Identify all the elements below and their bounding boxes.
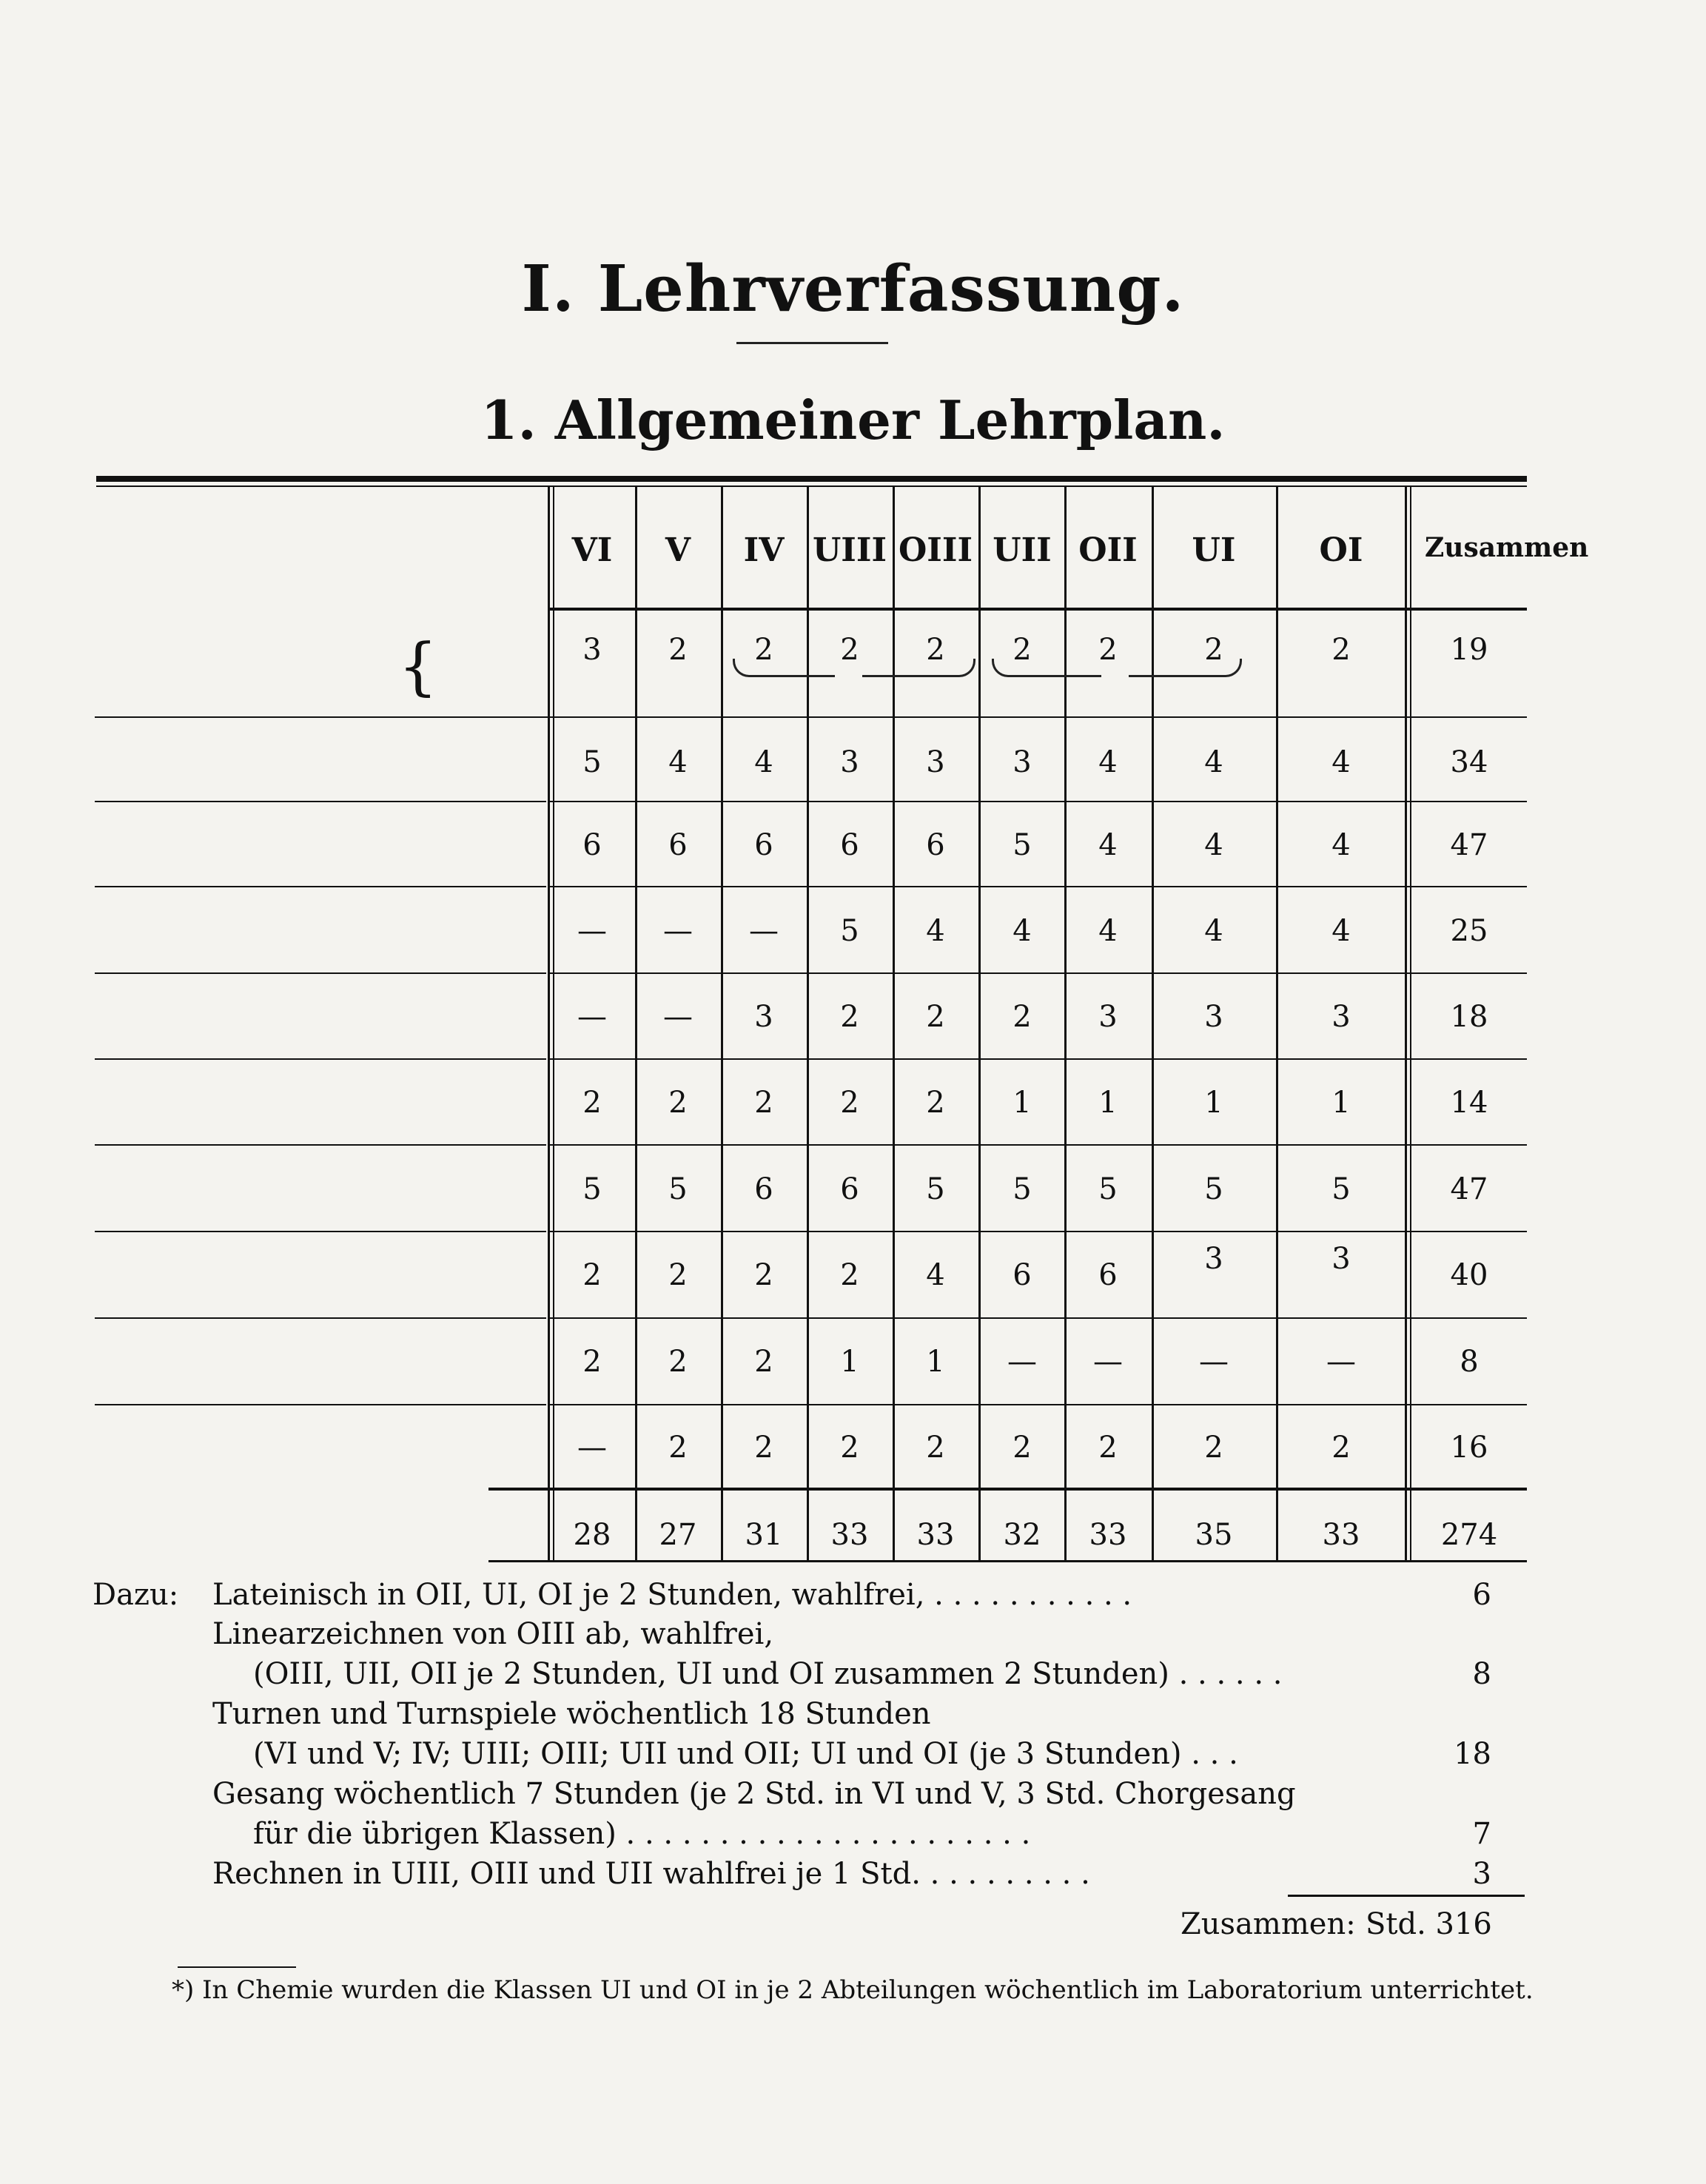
table-cell: 2: [840, 1086, 859, 1120]
table-cell: 5: [1331, 1172, 1351, 1206]
column-header-v: V: [665, 531, 691, 569]
table-cell: 4: [926, 1258, 945, 1292]
dazu-line: (VI und V; IV; UIII; OIII; UII und OII; UI und OI (je 3 Stunden) . . .: [253, 1737, 1238, 1771]
table-cell: —: [577, 1431, 607, 1465]
row-rule: [548, 1404, 1527, 1405]
table-cell: 3: [1204, 1000, 1223, 1034]
table-cell: 6: [754, 828, 773, 862]
table-cell: 6: [926, 828, 945, 862]
dazu-line: Gesang wöchentlich 7 Stunden (je 2 Std. in VI und V, 3 Std. Chorgesang: [212, 1777, 1296, 1811]
column-separator: [548, 487, 550, 1560]
row-rule: [95, 716, 1527, 718]
table-cell: 4: [1204, 914, 1223, 948]
row-rule: [548, 1058, 1527, 1060]
religion-ev-cell: 3: [582, 633, 602, 667]
table-cell: 2: [754, 1086, 773, 1120]
total-cell: 33: [830, 1518, 869, 1552]
table-cell: 18: [1450, 1000, 1488, 1034]
table-cell: 2: [754, 1258, 773, 1292]
table-cell: 6: [840, 1172, 859, 1206]
column-header-ui: UI: [1192, 531, 1236, 569]
table-cell: 1: [1098, 1086, 1118, 1120]
column-header-oii: OII: [1078, 531, 1138, 569]
row-rule: [548, 1317, 1527, 1319]
dazu-sum-value: Std. 316: [1366, 1907, 1492, 1941]
table-cell: 4: [1331, 828, 1351, 862]
page-subtitle: 1. Allgemeiner Lehrplan.: [480, 389, 1226, 451]
religion-ev-cell: 2: [1098, 633, 1118, 667]
table-cell: 2: [840, 1258, 859, 1292]
table-cell: 14: [1450, 1086, 1488, 1120]
column-header-oiii: OIII: [898, 531, 973, 569]
row-rule: [95, 801, 546, 802]
table-cell: —: [1199, 1345, 1229, 1379]
footnote-rule: [178, 1966, 296, 1968]
table-cell: 2: [668, 1345, 688, 1379]
row-rule: [548, 886, 1527, 887]
column-separator: [978, 487, 981, 1560]
table-cell: 1: [1012, 1086, 1032, 1120]
column-header-uii: UII: [993, 531, 1052, 569]
table-cell: 4: [1204, 745, 1223, 779]
dazu-value: 8: [1472, 1657, 1491, 1691]
table-cell: 40: [1450, 1258, 1488, 1292]
table-cell: 4: [1012, 914, 1032, 948]
column-separator-double: [1410, 487, 1411, 1560]
table-cell: —: [663, 1000, 693, 1034]
religion-kath-brace: [733, 659, 835, 677]
total-cell: 33: [1322, 1518, 1360, 1552]
table-cell: 4: [1098, 914, 1118, 948]
total-cell: 35: [1195, 1518, 1233, 1552]
table-cell: 6: [754, 1172, 773, 1206]
table-cell: 34: [1450, 745, 1488, 779]
dazu-value: 18: [1454, 1737, 1491, 1771]
column-separator: [1064, 487, 1067, 1560]
table-cell: 1: [1331, 1086, 1351, 1120]
total-cell: 33: [916, 1518, 955, 1552]
row-rule: [95, 1404, 546, 1405]
table-cell: 5: [840, 914, 859, 948]
page-title: I. Lehrverfassung.: [521, 252, 1185, 326]
table-cell: —: [1326, 1345, 1356, 1379]
table-cell: 2: [668, 1431, 688, 1465]
table-cell: 6: [1012, 1258, 1032, 1292]
table-cell: 4: [1098, 745, 1118, 779]
table-cell: 6: [668, 828, 688, 862]
total-cell: 27: [659, 1518, 697, 1552]
table-cell: 5: [1012, 1172, 1032, 1206]
row-rule: [548, 1144, 1527, 1146]
table-cell: 47: [1450, 828, 1488, 862]
table-cell: —: [577, 1000, 607, 1034]
table-cell: —: [749, 914, 779, 948]
row-rule: [548, 972, 1527, 974]
row-rule: [95, 972, 546, 974]
total-cell: 274: [1440, 1518, 1498, 1552]
table-cell: 1: [840, 1345, 859, 1379]
religion-ev-cell: 2: [1331, 633, 1351, 667]
dazu-sum-rule: [1288, 1895, 1525, 1897]
table-cell: 3: [1204, 1242, 1223, 1276]
table-cell: 5: [926, 1172, 945, 1206]
table-top-rule-thin: [96, 485, 1527, 487]
table-cell: 5: [1012, 828, 1032, 862]
table-cell: 4: [1098, 828, 1118, 862]
table-cell: 6: [1098, 1258, 1118, 1292]
table-cell: 2: [926, 1086, 945, 1120]
table-cell: 2: [926, 1000, 945, 1034]
dazu-value: 7: [1472, 1817, 1491, 1851]
table-cell: 2: [840, 1431, 859, 1465]
table-cell: 1: [926, 1345, 945, 1379]
table-cell: 16: [1450, 1431, 1488, 1465]
table-cell: 2: [582, 1345, 602, 1379]
footnote: *) In Chemie wurden die Klassen UI und OI in je 2 Abteilungen wöchentlich im Laboratorium unterrichtet.: [172, 1975, 1534, 2005]
table-cell: 4: [1204, 828, 1223, 862]
dazu-line: (OIII, UII, OII je 2 Stunden, UI und OI zusammen 2 Stunden) . . . . . .: [253, 1657, 1283, 1691]
total-cell: 32: [1003, 1518, 1041, 1552]
table-cell: 25: [1450, 914, 1488, 948]
column-separator: [1152, 487, 1154, 1560]
table-cell: 4: [926, 914, 945, 948]
table-cell: 1: [1204, 1086, 1223, 1120]
table-cell: 2: [668, 1258, 688, 1292]
table-cell: 3: [840, 745, 859, 779]
table-cell: 2: [582, 1258, 602, 1292]
table-cell: 3: [1098, 1000, 1118, 1034]
dazu-line: Turnen und Turnspiele wöchentlich 18 Stunden: [212, 1697, 931, 1731]
religion-ev-cell: 2: [754, 633, 773, 667]
column-header-uiii: UIII: [812, 531, 887, 569]
table-cell: 4: [1331, 914, 1351, 948]
table-cell: 2: [1331, 1431, 1351, 1465]
religion-ev-cell: 2: [1012, 633, 1032, 667]
table-cell: 2: [840, 1000, 859, 1034]
religion-ev-cell: 2: [840, 633, 859, 667]
dazu-line: Lateinisch in OII, UI, OI je 2 Stunden, wahlfrei, . . . . . . . . . . .: [212, 1578, 1132, 1612]
dazu-line: für die übrigen Klassen) . . . . . . . . . . . . . . . . . . . . . .: [253, 1817, 1031, 1851]
table-cell: 4: [668, 745, 688, 779]
table-cell: 6: [840, 828, 859, 862]
table-cell: 2: [1012, 1431, 1032, 1465]
table-cell: 4: [754, 745, 773, 779]
column-header-vi: VI: [571, 531, 613, 569]
column-header-iv: IV: [743, 531, 785, 569]
column-header-zusammen: Zusammen: [1425, 532, 1589, 563]
total-cell: 31: [745, 1518, 783, 1552]
column-header-oi: OI: [1319, 531, 1363, 569]
table-cell: 3: [926, 745, 945, 779]
religion-ev-cell: 2: [926, 633, 945, 667]
table-cell: 3: [1331, 1242, 1351, 1276]
table-cell: 2: [1204, 1431, 1223, 1465]
table-cell: 5: [582, 1172, 602, 1206]
religion-kath-brace: [1129, 659, 1242, 677]
header-rule: [548, 608, 1527, 611]
table-cell: 5: [582, 745, 602, 779]
dazu-label: Dazu:: [93, 1578, 179, 1612]
religion-ev-cell: 2: [1204, 633, 1223, 667]
table-cell: 2: [754, 1431, 773, 1465]
row-rule: [95, 1058, 546, 1060]
religion-ev-cell: 19: [1450, 633, 1488, 667]
table-cell: 2: [1012, 1000, 1032, 1034]
table-cell: 3: [754, 1000, 773, 1034]
total-rule: [488, 1488, 1527, 1491]
religion-kath-brace: [992, 659, 1101, 677]
table-cell: —: [1093, 1345, 1123, 1379]
table-cell: 2: [582, 1086, 602, 1120]
total-cell: 28: [573, 1518, 611, 1552]
religion-ev-cell: 2: [668, 633, 688, 667]
column-separator: [1276, 487, 1278, 1560]
dazu-line: Linearzeichnen von OIII ab, wahlfrei,: [212, 1617, 774, 1651]
table-cell: 2: [1098, 1431, 1118, 1465]
table-cell: 8: [1460, 1345, 1479, 1379]
table-cell: 47: [1450, 1172, 1488, 1206]
total-cell: 33: [1089, 1518, 1127, 1552]
table-bottom-rule: [488, 1560, 1527, 1562]
row-rule: [95, 1144, 546, 1146]
table-cell: —: [1007, 1345, 1037, 1379]
row-rule: [95, 1317, 546, 1319]
table-cell: 2: [754, 1345, 773, 1379]
row-rule: [548, 1231, 1527, 1232]
table-top-rule: [96, 476, 1527, 482]
table-cell: 3: [1012, 745, 1032, 779]
religion-brace: {: [398, 630, 438, 702]
dazu-line: Rechnen in UIII, OIII und UII wahlfrei je 1 Std. . . . . . . . . .: [212, 1857, 1090, 1891]
table-cell: 2: [926, 1431, 945, 1465]
row-rule: [548, 801, 1527, 802]
table-cell: 5: [668, 1172, 688, 1206]
table-cell: 6: [582, 828, 602, 862]
dazu-sum-label: Zusammen:: [1181, 1907, 1356, 1941]
row-rule: [95, 1231, 546, 1232]
religion-kath-brace: [862, 659, 975, 677]
table-cell: —: [663, 914, 693, 948]
column-separator: [1405, 487, 1407, 1560]
table-cell: 2: [668, 1086, 688, 1120]
table-cell: 5: [1098, 1172, 1118, 1206]
table-cell: 3: [1331, 1000, 1351, 1034]
table-cell: —: [577, 914, 607, 948]
table-cell: 4: [1331, 745, 1351, 779]
row-rule: [95, 886, 546, 887]
dazu-value: 6: [1472, 1578, 1491, 1612]
dazu-value: 3: [1472, 1857, 1491, 1891]
table-cell: 5: [1204, 1172, 1223, 1206]
